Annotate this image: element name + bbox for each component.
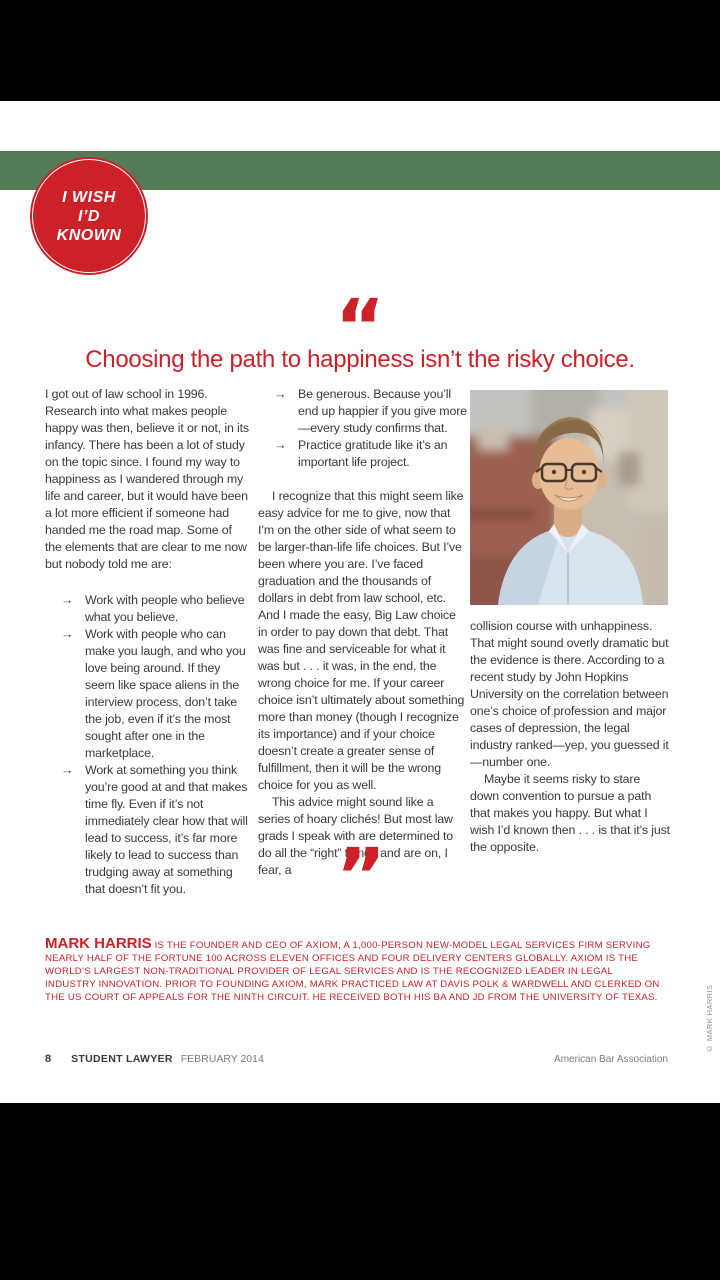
arrow-bullet-icon: → bbox=[274, 387, 287, 401]
list-item bbox=[61, 762, 251, 898]
list-item bbox=[274, 386, 467, 437]
badge-line-3: KNOWN bbox=[56, 226, 122, 244]
publisher-name: American Bar Association bbox=[554, 1054, 668, 1065]
wish-badge bbox=[30, 157, 148, 275]
bullet-text: Practice gratitude like it’s an important life project. bbox=[298, 438, 448, 469]
article-headline: Choosing the path to happiness isn’t the risky choice. bbox=[85, 346, 635, 373]
photo-credit: © MARK HARRIS bbox=[705, 984, 714, 1054]
badge-line-2: I’D bbox=[78, 207, 100, 225]
bullet-text: Work at something you think you’re good at and that makes time fly. Even if it’s not immediately clear how that will lead to success, it’s far more likely to lead to success than trudging away at something that doesn’t fit you. bbox=[85, 763, 248, 896]
body-paragraph: This advice might sound like a series of hoary clichés! But most law grads I speak with are determined to do all the “right” things and are on, I fear, a bbox=[258, 795, 454, 877]
page-number: 8 bbox=[45, 1053, 52, 1065]
list-item bbox=[61, 626, 251, 762]
column-2 bbox=[258, 386, 467, 879]
wish-badge-text bbox=[57, 188, 122, 245]
arrow-bullet-icon: → bbox=[61, 763, 74, 777]
body-paragraph: Maybe it seems risky to stare down convention to pursue a path that makes you happy. But what I wish I’d known then . . . is that it’s just the opposite. bbox=[470, 772, 670, 854]
author-bio-text: IS THE FOUNDER AND CEO OF AXIOM, A 1,000-PERSON NEW-MODEL LEGAL SERVICES FIRM SERVING NEARLY HALF OF THE FORTUNE 100 ACROSS ELEVEN OFFICES AND FOUR DELIVERY CENTERS GLOBALLY. AXIOM IS THE WORLD’S LARGEST NON-TRADITIONAL PROVIDER OF LEGAL SERVICES AND IS THE RECOGNIZED LEADER IN LEGAL INDUSTRY INNOVATION. PRIOR TO FOUNDING AXIOM, MARK PRACTICED LAW AT DAVIS POLK & WARDWELL AND CLERKED ON THE US COURT OF APPEALS FOR THE NINTH CIRCUIT. HE RECEIVED BOTH HIS BA AND JD FROM THE UNIVERSITY OF TEXAS. bbox=[45, 939, 660, 1003]
arrow-bullet-icon: → bbox=[61, 593, 74, 607]
badge-line-1: I WISH bbox=[62, 188, 116, 206]
author-name: MARK HARRIS bbox=[45, 934, 152, 952]
bullet-text: Be generous. Because you’ll end up happier if you give more—every study confirms that. bbox=[298, 387, 467, 435]
bullet-text: Work with people who believe what you believe. bbox=[85, 593, 245, 624]
intro-paragraph: I got out of law school in 1996. Research into what makes people happy was then, believe it or not, in its infancy. There has been a lot of study on the topic since. I found my way to happiness as I wandered through my life and career, but it would have been a lot more efficient if someone had handed me the road map. Some of the elements that are clear to me now but nobody told me are: bbox=[45, 387, 249, 571]
column-3 bbox=[470, 618, 670, 856]
magazine-title: STUDENT LAWYER bbox=[71, 1053, 173, 1065]
list-item bbox=[274, 437, 467, 471]
list-item bbox=[61, 592, 251, 626]
issue-date: FEBRUARY 2014 bbox=[180, 1053, 264, 1065]
column-1 bbox=[45, 386, 251, 898]
arrow-bullet-icon: → bbox=[61, 627, 74, 641]
advice-list-col2 bbox=[258, 386, 467, 471]
bullet-text: Work with people who can make you laugh, and who you love being around. If they seem like space aliens in the interview process, don’t take the job, even if it’s the most sought after one in the marketplace. bbox=[85, 627, 246, 760]
body-paragraph: I recognize that this might seem like easy advice for me to give, now that I’m on the other side of what seem to be larger-than-life life choices. But I’ve been where you are. I’ve faced graduation and the thousands of dollars in debt from law school, etc. And I made the easy, Big Law choice in order to pay down that debt. That was fine and serviceable for what it was but . . . it was, in the end, the wrong choice for me. If your career choice isn’t ultimately about something more than money (though I recognize its importance) and if your choice doesn’t create a greater sense of fulfillment, then it will be the wrong choice for you as well. bbox=[258, 489, 465, 792]
magazine-page: I WISH I’D KNOWN “ Choosing the path to happiness isn’t the risky choice. I got out of law school in 1996. Research into what makes people happy was then, believe it or not, in its infancy. There has been a lot of study on the topic since. I found my way to happiness as I wandered through my life and career, but it would have been a lot more efficient if someone had handed me the road map. Some of the elements that are clear to me now but nobody told me are: → Work with people who believe what you believe. → Work with people who can make you laugh, and who you love being around. If they seem like space aliens in the interview process, don’t take the job, even if it’s the most sought after one in the marketplace. → Work at something you think you’re good at and that makes time fly. Even if it’s not immediately clear how that will lead to success, it’s far more likely to lead to success than trudging away at something that doesn’t fit you. → Be generous. Because you’ll end up happier if you give more—every study confirms that. → Practice gratitude like it’s an important life project. I recognize that this might seem like easy advice for me to give, now that I’m on the other side of what seem to be larger-than-life life choices. But I’ve been where you are. I’ve faced graduation and the thousands of dollars in debt from law school, etc. And I made the easy, Big Law choice in order to pay down that debt. That was fine and serviceable for what it was but . . . it was, in the end, the wrong choice for me. If your career choice isn’t ultimately about something more than money (though I recognize its importance) and if your choice doesn’t create a greater sense of fulfillment, then it will be the wrong choice for you as well. This advice might sound like a series of hoary clichés! But most law grads I speak with are determined to do all the “right” things and are on, I fear, a collision course with unhappiness. That might sound overly dramatic but the evidence is there. According to a recent study by John Hopkins University on the correlation between one’s choice of profession and major cases of depression, the legal industry ranked—yep, you guessed it—number one. Maybe it seems risky to stare down convention to pursue a path that makes you happy. But what I wish I’d known then . . . is that it’s just the opposite. ” MARK HARRIS IS THE FOUNDER AND CEO OF AXIOM, A 1,000-PERSON NEW-MODEL LEGAL SERVICES FIRM SERVING NEARLY HALF OF THE FORTUNE 100 ACROSS ELEVEN OFFICES AND FOUR DELIVERY CENTERS GLOBALLY. AXIOM IS THE WORLD’S LARGEST NON-TRADITIONAL PROVIDER OF LEGAL SERVICES AND IS THE RECOGNIZED LEADER IN LEGAL INDUSTRY INNOVATION. PRIOR TO FOUNDING AXIOM, MARK PRACTICED LAW AT DAVIS POLK & WARDWELL AND CLERKED ON THE US COURT OF APPEALS FOR THE NINTH CIRCUIT. HE RECEIVED BOTH HIS BA AND JD FROM THE UNIVERSITY OF TEXAS. 8 STUDENT LAWYER FEBRUARY 2014 American Bar Association © MARK HARRIS bbox=[0, 101, 720, 1103]
body-paragraph: collision course with unhappiness. That might sound overly dramatic but the evidence is there. According to a recent study by John Hopkins University on the correlation between one’s choice of profession and major cases of depression, the legal industry ranked—yep, you guessed it—number one. bbox=[470, 619, 669, 769]
portrait-photo-illustration bbox=[470, 390, 668, 605]
portrait-photo bbox=[470, 390, 668, 605]
arrow-bullet-icon: → bbox=[274, 438, 287, 452]
author-bio bbox=[45, 934, 665, 1004]
advice-list-col1 bbox=[45, 592, 251, 898]
page-footer bbox=[45, 1053, 668, 1065]
